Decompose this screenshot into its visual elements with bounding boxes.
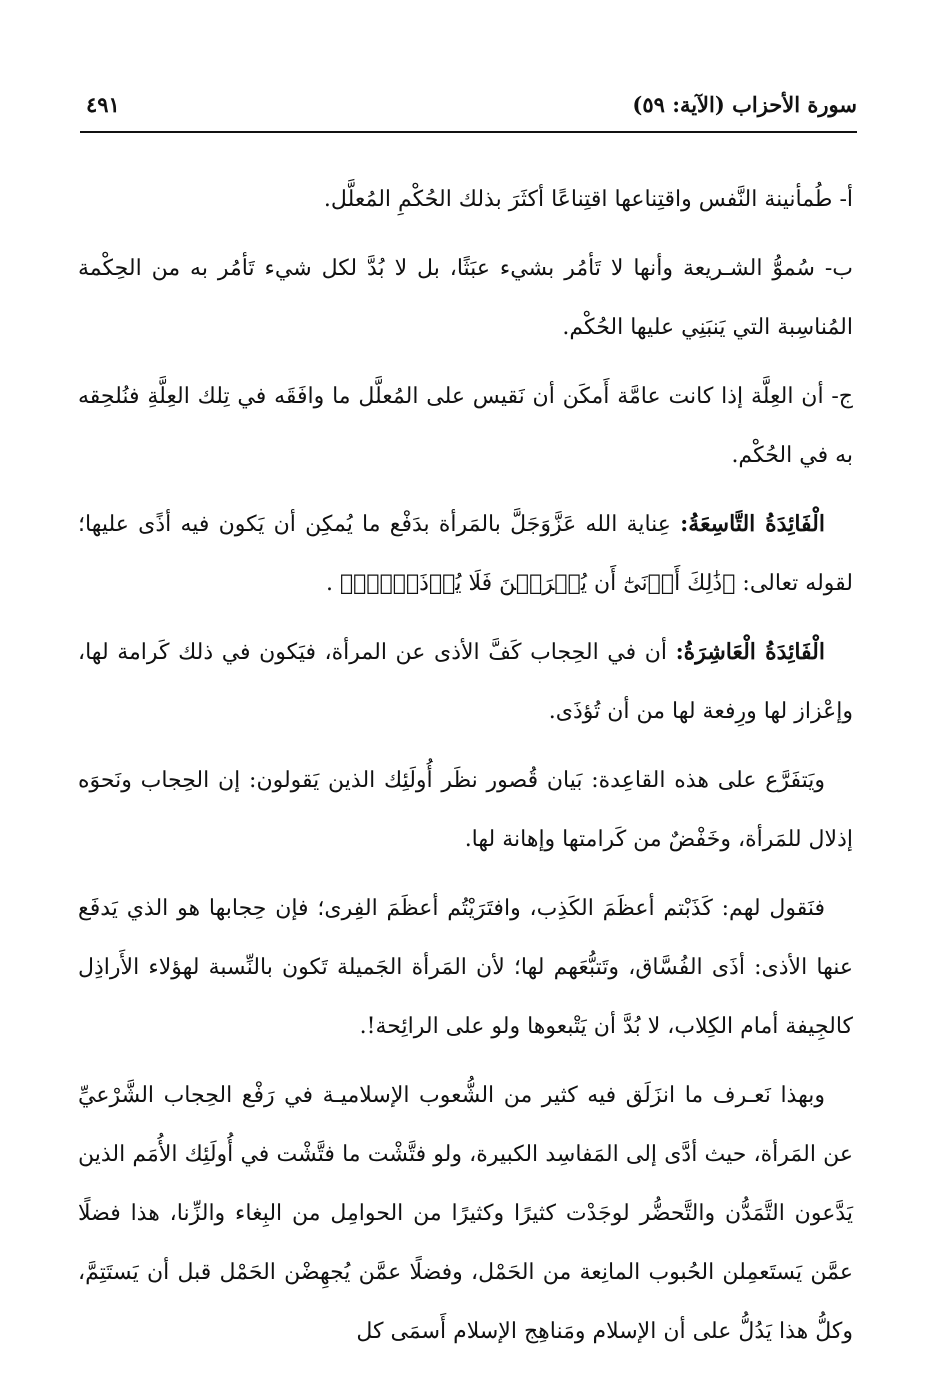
paragraph-ninth-benefit (78, 495, 853, 613)
paragraph-benefit-a (78, 170, 853, 229)
paragraph-consequences (78, 1066, 853, 1361)
paragraph-text: ج- أن العِلَّة إذا كانت عامَّة أَمكَن أن نَقيس على المُعلَّل ما وافَقَه في تِلك العِلَّةِ فنُلحِقه به في الحُكْم. (78, 384, 853, 468)
paragraph-rebuttal (78, 879, 853, 1056)
page-header (80, 88, 857, 128)
paragraph-benefit-b (78, 239, 853, 357)
paragraph-heading: الْفَائِدَةُ الْعَاشِرَةُ: (675, 639, 826, 665)
paragraph-text: أن في الحِجاب كَفَّ الأذى عن المرأة، فيَكون في ذلك كَرامة لها، وإعْزاز لها ورِفعة لها من أن تُؤذَى. (78, 640, 853, 724)
running-title: سورة الأحزاب (الآية: ٥٩) (632, 92, 857, 117)
paragraph-benefit-c (78, 367, 853, 485)
paragraph-text: ب- سُموُّ الشـريعة وأنها لا تَأمُر بشيء عبَثًا، بل لا بُدَّ لكل شيء تَأمُر به من الحِكْمة المُناسِبة التي يَنبَنِي عليها الحُكْم. (78, 256, 853, 340)
header-divider (80, 131, 857, 133)
paragraph-text: وبهذا نَعـرف ما انزَلَق فيه كثير من الشُّعوب الإسلاميـة في رَفْع الحِجاب الشَّرْعيِّ عن المَرأة، حيث أدَّى إلى المَفاسِد الكبيرة، ولو فتَّشْت ما فتَّشْت في أُولَئِك الأُمَم الذين يَدَّعون التَّمَدُّن والتَّحضُّر لوجَدْت كثيرًا وكثيرًا من الحوامِل من البِغاء والزِّنا، هذا فضلًا عمَّن يَستَعمِلن الحُبوب المانِعة من الحَمْل، وفضلًا عمَّن يُجهِضْن الحَمْل قبل أن يَستَتِمَّ، وكلُّ هذا يَدُلُّ على أن الإسلام ومَناهِج الإسلام أَسمَى كل (78, 1083, 853, 1344)
paragraph-text: أ- طُمأنينة النَّفس واقتِناعها اقتِناعًا أكثَرَ بذلك الحُكْمِ المُعلَّل. (323, 187, 853, 212)
paragraph-text: فنَقول لهم: كَذَبْتم أعظَمَ الكَذِب، وافتَرَيْتُم أعظَمَ الفِرى؛ فإن حِجابها هو الذي يَدفَع عنها الأذى: أذَى الفُسَّاق، وتَتبُّعَهم لها؛ لأن المَرأة الجَميلة تَكون بالنِّسبة لهؤلاء الأَراذِل كالجِيفة أمام الكِلاب، لا بُدَّ أن يَتْبعوها ولو على الرائِحة!. (78, 896, 853, 1039)
paragraph-tenth-benefit (78, 623, 853, 741)
page-number: ٤٩١ (86, 92, 120, 117)
page-body (78, 170, 853, 1371)
paragraph-text: عِناية الله عَزَّوَجَلَّ بالمَرأة بدَفْع ما يُمكِن أن يَكون فيه أذًى عليها؛ لقوله تعالى: ﴿ذَٰلِكَ أَدۡنَىٰٓ أَن يُعۡرَفۡنَ فَلَا يُؤۡذَيۡنَۗ﴾ . (78, 512, 853, 596)
paragraph-heading: الْفَائِدَةُ التَّاسِعَةُ: (680, 511, 825, 537)
paragraph-text: ويَتفَرَّع على هذه القاعِدة: بَيان قُصور نظَر أُولَئِك الذين يَقولون: إن الحِجاب ونَحوَه إذلال للمَرأة، وخَفْضٌ من كَرامتها وإهانة لها. (78, 768, 853, 852)
paragraph-derived-rule (78, 751, 853, 869)
